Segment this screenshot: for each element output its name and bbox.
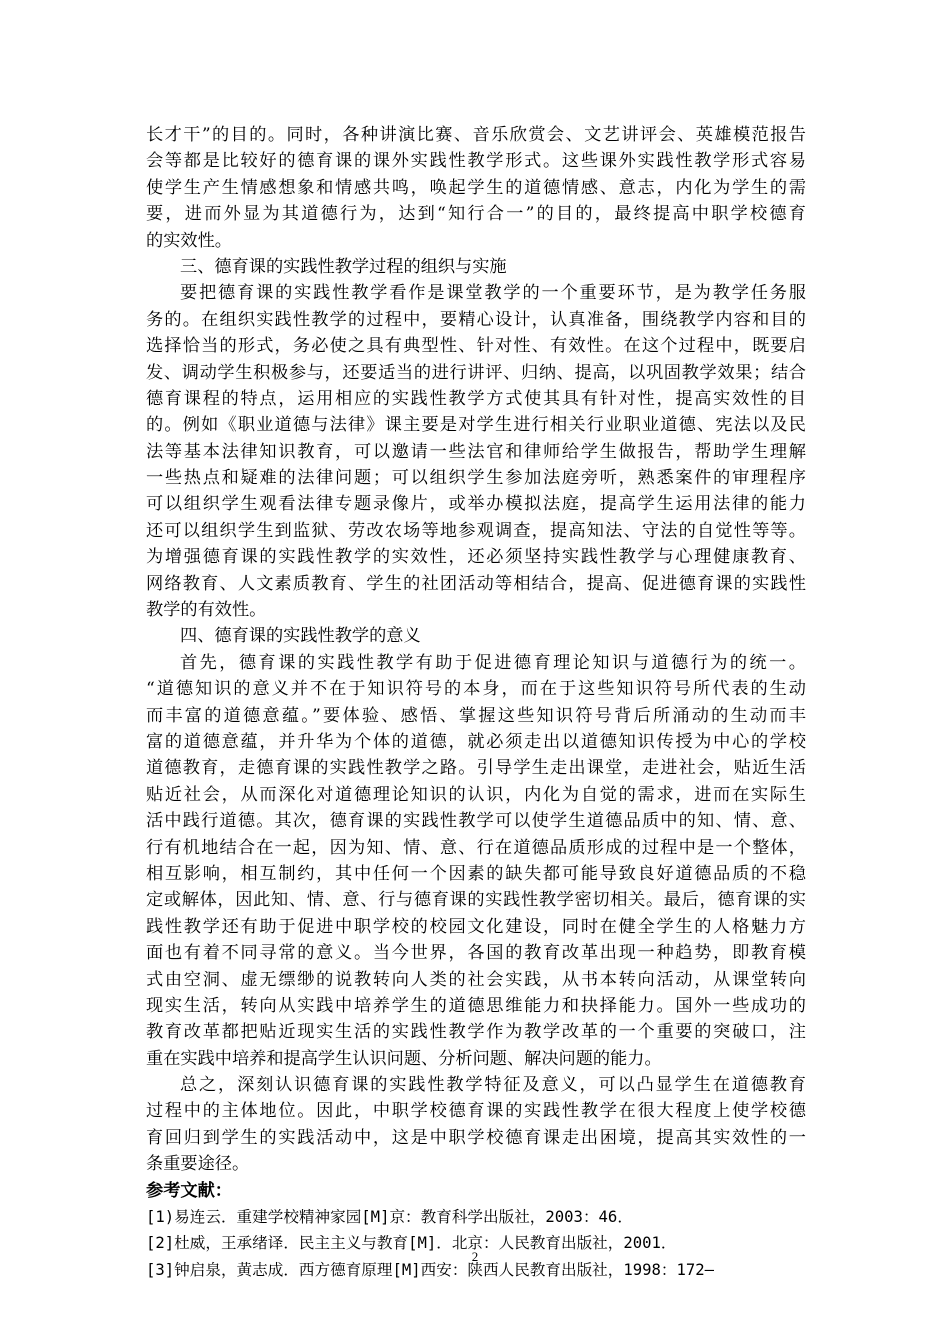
paragraph [146,650,806,1072]
paragraph-line: 要，进而外显为其道德行为，达到“知行合一”的目的，最终提高中职学校德育 [146,204,806,225]
paragraph-line: 富的道德意蕴，并升华为个体的道德，就必须走出以道德知识传授为中心的学校 [146,731,806,752]
paragraph-line: 首先，德育课的实践性教学有助于促进德育理论知识与道德行为的统一。 [180,652,806,673]
paragraph-line: 法等基本法律知识教育，可以邀请一些法官和律师给学生做报告，帮助学生理解 [146,441,806,462]
paragraph-line: 发、调动学生积极参与，还要适当的进行讲评、归纳、提高，以巩固教学效果；结合 [146,362,806,383]
section-heading: 三、德育课的实践性教学过程的组织与实施 [180,256,507,277]
paragraph-line: 网络教育、人文素质教育、学生的社团活动等相结合，提高、促进德育课的实践性 [146,573,806,594]
paragraph-line: 行有机地结合在一起，因为知、情、意、行在道德品质形成的过程中是一个整体， [146,837,806,858]
paragraph [146,1072,806,1178]
paragraph-line: 要把德育课的实践性教学看作是课堂教学的一个重要环节，是为教学任务服 [180,283,806,304]
paragraph-line: 长才干”的目的。同时，各种讲演比赛、音乐欣赏会、文艺讲评会、英雄模范报告 [146,125,806,145]
paragraph-line: 务的。在组织实践性教学的过程中，要精心设计，认真准备，围绕教学内容和目的 [146,309,806,330]
paragraph-line: 条重要途径。 [146,1154,250,1175]
reference-item: [3]钟启泉，黄志成．西方德育原理[M]西安：陕西人民教育出版社，1998：172— [146,1260,715,1279]
paragraph-line: 选择恰当的形式，务必使之具有典型性、针对性、有效性。在这个过程中，既要启 [146,336,806,357]
paragraph-line: 而丰富的道德意蕴。”要体验、感悟、掌握这些知识符号背后所涌动的生动而丰 [146,705,806,726]
paragraph-line: 定或解体，因此知、情、意、行与德育课的实践性教学密切相关。最后，德育课的实 [146,890,806,911]
paragraph-line: 现实生活，转向从实践中培养学生的道德思维能力和抉择能力。国外一些成功的 [146,995,806,1016]
paragraph-line: 一些热点和疑难的法律问题；可以组织学生参加法庭旁听，熟悉案件的审理程序 [146,468,806,489]
document-body [146,122,806,1283]
paragraph-line: 育回归到学生的实践活动中，这是中职学校德育课走出困境，提高其实效性的一 [146,1127,806,1148]
paragraph-line: 贴近社会，从而深化对道德理论知识的认识，内化为自觉的需求，进而在实际生 [146,784,806,805]
section-heading: 四、德育课的实践性教学的意义 [180,626,421,647]
paragraph-line: 面也有着不同寻常的意义。当今世界，各国的教育改革出现一种趋势，即教育模 [146,943,806,964]
paragraph-line: 使学生产生情感想象和情感共鸣，唤起学生的道德情感、意志，内化为学生的需 [146,177,806,198]
paragraph-line: 教学的有效性。 [146,600,267,621]
paragraph-line: 践性教学还有助于促进中职学校的校园文化建设，同时在健全学生的人格魅力方 [146,916,806,937]
reference-item: [2]杜威，王承绪译．民主主义与教育[M]．北京：人民教育出版社，2001． [146,1234,677,1253]
references-title: 参考文献： [146,1180,232,1201]
reference-item: [1)易连云．重建学校精神家园[M]京：教育科学出版社，2003：46． [146,1208,633,1227]
paragraph [146,122,806,254]
paragraph-line: 的。例如《职业道德与法律》课主要是对学生进行相关行业职业道德、宪法以及民 [146,415,806,436]
paragraph-line: 相互影响，相互制约，其中任何一个因素的缺失都可能导致良好道德品质的不稳 [146,863,806,884]
page-number: 2 [471,1249,479,1264]
paragraph-line: 过程中的主体地位。因此，中职学校德育课的实践性教学在很大程度上使学校德 [146,1101,806,1122]
paragraph-line: 活中践行道德。其次，德育课的实践性教学可以使学生道德品质中的知、情、意、 [146,811,806,832]
paragraph-line: 会等都是比较好的德育课的课外实践性教学形式。这些课外实践性教学形式容易 [146,151,806,172]
paragraph-line: 道德教育，走德育课的实践性教学之路。引导学生走出课堂，走进社会，贴近生活 [146,758,806,779]
paragraph-line: 为增强德育课的实践性教学的实效性，还必须坚持实践性教学与心理健康教育、 [146,547,806,568]
paragraph [146,280,806,623]
paragraph-line: 的实效性。 [146,230,232,251]
paragraph-line: 德育课程的特点，运用相应的实践性教学方式使其具有针对性，提高实效性的目 [146,388,806,409]
paragraph-line: 总之，深刻认识德育课的实践性教学特征及意义，可以凸显学生在道德教育 [180,1075,806,1096]
paragraph-line: “道德知识的意义并不在于知识符号的本身，而在于这些知识符号所代表的生动 [146,679,806,700]
paragraph-line: 教育改革都把贴近现实生活的实践性教学作为教学改革的一个重要的突破口，注 [146,1022,806,1043]
paragraph-line: 可以组织学生观看法律专题录像片，或举办模拟法庭，提高学生运用法律的能力 [146,494,806,515]
paragraph-line: 式由空洞、虚无缥缈的说教转向人类的社会实践，从书本转向活动，从课堂转向 [146,969,806,990]
paragraph-line: 还可以组织学生到监狱、劳改农场等地参观调查，提高知法、守法的自觉性等等。 [146,520,806,541]
paragraph-line: 重在实践中培养和提高学生认识问题、分析问题、解决问题的能力。 [146,1048,662,1069]
